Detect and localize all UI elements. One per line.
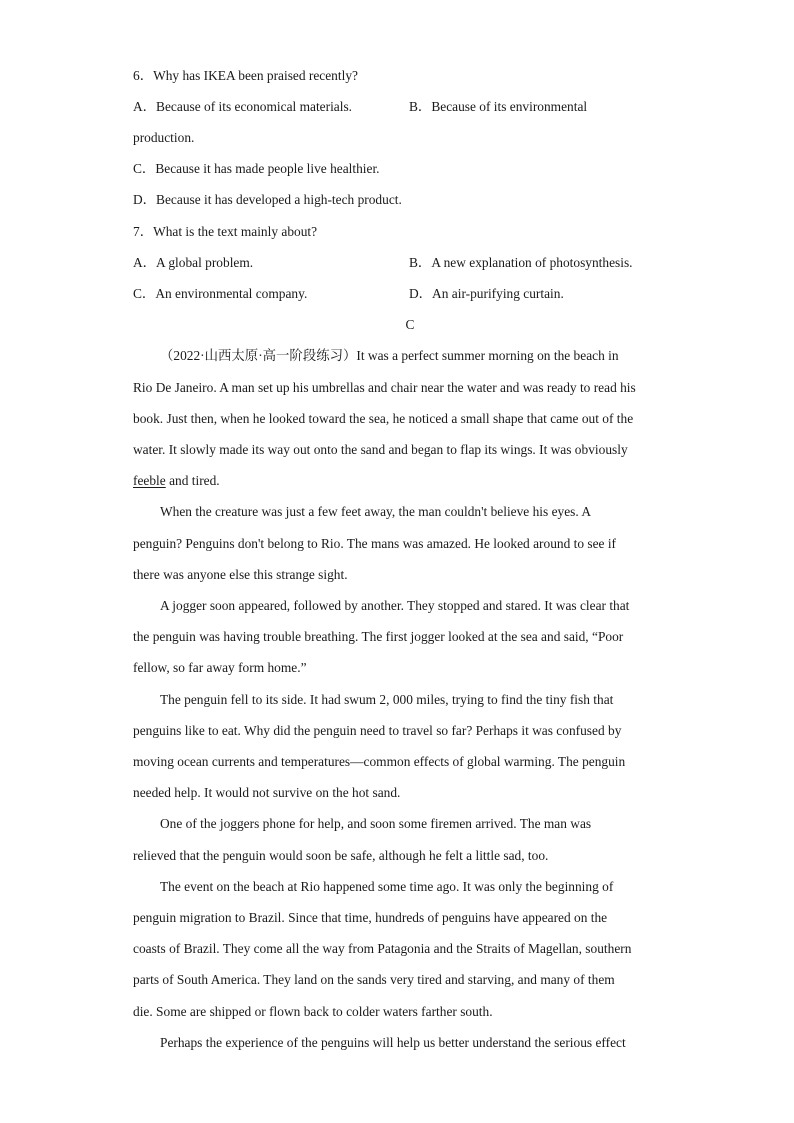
question-6-option-b-continued: production. (133, 130, 195, 145)
passage-line: needed help. It would not survive on the hot sand. (133, 785, 401, 800)
passage-line: When the creature was just a few feet away, the man couldn't believe his eyes. A (160, 504, 591, 519)
passage-line: water. It slowly made its way out onto the sand and began to flap its wings. It was obviously (133, 442, 628, 457)
question-6-stem: 6．Why has IKEA been praised recently? (133, 68, 358, 83)
section-label: C (405, 317, 415, 332)
underlined-word: feeble (133, 473, 166, 488)
question-7-option-d: D．An air-purifying curtain. (409, 286, 564, 301)
passage-line: fellow, so far away form home.” (133, 660, 307, 675)
source-note: （2022·山西太原·高一阶段练习） (160, 348, 357, 363)
passage-line: penguin? Penguins don't belong to Rio. The mans was amazed. He looked around to see if (133, 536, 617, 551)
passage-text: It was a perfect summer morning on the beach in (356, 348, 619, 363)
passage-line: penguin migration to Brazil. Since that time, hundreds of penguins have appeared on the (133, 910, 608, 925)
passage-line: Perhaps the experience of the penguins will help us better understand the serious effect (160, 1035, 626, 1050)
passage-line: the penguin was having trouble breathing. The first jogger looked at the sea and said, “Poor (133, 629, 624, 644)
question-7-option-c: C．An environmental company. (133, 286, 308, 301)
passage-line: One of the joggers phone for help, and soon some firemen arrived. The man was (160, 816, 592, 831)
passage-line: A jogger soon appeared, followed by another. They stopped and stared. It was clear that (160, 598, 630, 613)
passage-line: moving ocean currents and temperatures—common effects of global warming. The penguin (133, 754, 626, 769)
passage-line: The event on the beach at Rio happened some time ago. It was only the beginning of (160, 879, 614, 894)
question-7-option-b: B．A new explanation of photosynthesis. (409, 255, 633, 270)
passage-line: The penguin fell to its side. It had swum 2, 000 miles, trying to find the tiny fish that (160, 692, 614, 707)
question-7-option-a: A．A global problem. (133, 255, 254, 270)
passage-line: book. Just then, when he looked toward the sea, he noticed a small shape that came out of the (133, 411, 634, 426)
question-6-option-c: C．Because it has made people live healthier. (133, 161, 380, 176)
passage-line: coasts of Brazil. They come all the way from Patagonia and the Straits of Magellan, southern (133, 941, 632, 956)
question-6-option-b: B．Because of its environmental (409, 99, 588, 114)
passage-line: there was anyone else this strange sight. (133, 567, 348, 582)
passage-text: and tired. (165, 473, 220, 488)
question-6-option-d: D．Because it has developed a high-tech product. (133, 192, 402, 207)
passage-line (160, 348, 619, 364)
passage-line (133, 473, 220, 489)
passage-line: relieved that the penguin would soon be safe, although he felt a little sad, too. (133, 848, 549, 863)
passage-line: penguins like to eat. Why did the penguin need to travel so far? Perhaps it was confused by (133, 723, 622, 738)
passage-line: die. Some are shipped or flown back to colder waters farther south. (133, 1004, 493, 1019)
question-6-option-a: A．Because of its economical materials. (133, 99, 353, 114)
passage-line: Rio De Janeiro. A man set up his umbrellas and chair near the water and was ready to read his (133, 380, 636, 395)
passage-line: parts of South America. They land on the sands very tired and starving, and many of them (133, 972, 615, 987)
question-7-stem: 7．What is the text mainly about? (133, 224, 318, 239)
